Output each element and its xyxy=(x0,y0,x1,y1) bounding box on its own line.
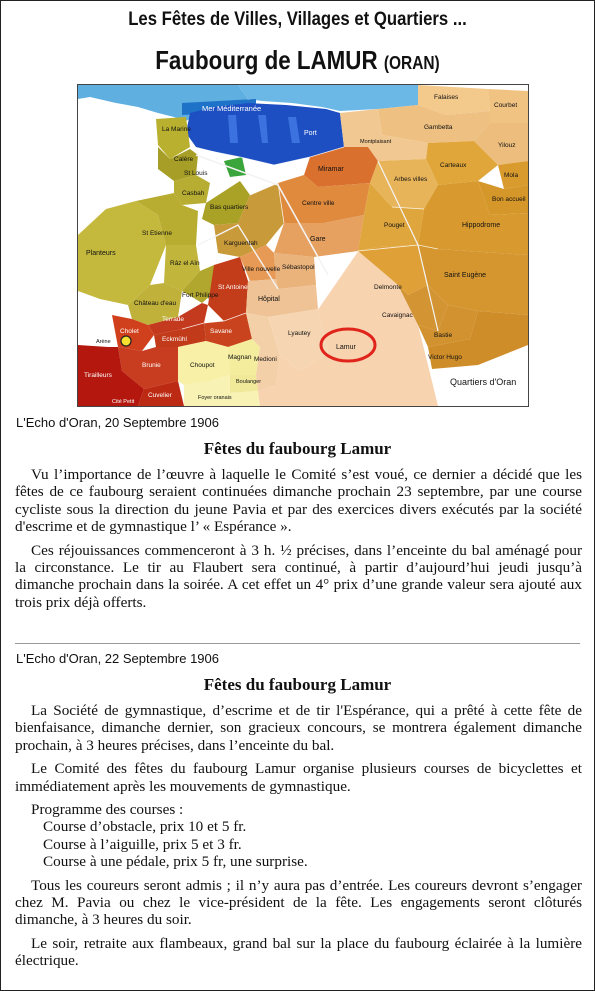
label-fort-philippe: Fort Philippe xyxy=(182,292,219,299)
label-tirailleurs: Tirailleurs xyxy=(84,372,112,379)
article1-paragraph-2: Ces réjouissances commenceront à 3 h. ½ précises, dans l’enceinte du bal aménagé pour la circonstance. Le tir au Flaubert sera continué, à partir d’aujourd’hui jeudi jusqu’à dimanche prochain dans la soirée. A cet effet un 4° prix d’une grande valeur sera ajouté aux trois prix déjà offerts. xyxy=(15,541,582,611)
label-chateau-deau: Château d'eau xyxy=(134,300,177,307)
label-gambetta: Gambetta xyxy=(424,124,453,131)
label-sebastopol: Sébastopol xyxy=(282,264,315,271)
article2-source: L'Echo d'Oran, 22 Septembre 1906 xyxy=(16,651,219,666)
label-mer: Mer Méditerranée xyxy=(202,104,262,113)
article1-title: Fêtes du faubourg Lamur xyxy=(203,439,392,458)
sebastopol-district xyxy=(274,253,316,289)
race-program xyxy=(15,801,582,871)
article1-body xyxy=(15,466,582,617)
label-ville-nouvelle: Ville nouvelle xyxy=(242,266,281,273)
label-hippodrome: Hippodrome xyxy=(462,222,501,229)
map-graphic xyxy=(78,85,528,406)
oran-districts-map xyxy=(77,84,529,407)
label-medioni: Medioni xyxy=(254,356,277,363)
label-raz-el-ain: Râz el Aïn xyxy=(170,260,200,267)
program-title: Programme des courses : xyxy=(31,801,184,819)
label-cholet: Cholet xyxy=(120,328,139,335)
label-magnan: Magnan xyxy=(228,354,252,361)
label-bon-accueil: Bon accueil xyxy=(492,196,526,203)
label-cuvelier: Cuvelier xyxy=(148,392,172,399)
label-bas-quartiers: Bas quartiers xyxy=(210,204,249,211)
label-brunie: Brunie xyxy=(142,362,161,369)
label-casbah: Casbah xyxy=(182,190,205,197)
label-arbes-villes: Arbes villes xyxy=(394,176,428,183)
article2-paragraph-1: La Société de gymnastique, d’escrime et de tir l'Espérance, qui a prêté à cette fête de bienfaisance, dimanche dernier, son gracieux concours, se montrera également dimanche prochain, à 3 heures précises, dans l’enceinte du bal. xyxy=(15,702,582,754)
label-planteurs: Planteurs xyxy=(86,250,116,257)
label-choupot: Choupot xyxy=(190,362,215,369)
label-cite-petit: Cité Petit xyxy=(112,399,135,405)
label-gare: Gare xyxy=(310,236,326,243)
label-bastie: Bastie xyxy=(434,332,453,339)
label-calere: Calère xyxy=(174,156,194,163)
label-karguentah: Karguentah xyxy=(224,240,258,247)
map-caption: Quartiers d'Oran xyxy=(450,377,517,387)
label-foyer-oranais: Foyer oranais xyxy=(198,395,232,401)
article2-paragraph-4: Le soir, retraite aux flambeaux, grand bal sur la place du faubourg éclairée à la lumière électrique. xyxy=(15,934,582,970)
label-boulanger: Boulanger xyxy=(236,379,262,385)
article2-paragraph-3: Tous les coureurs seront admis ; il n’y aura pas d’entrée. Les coureurs devront s’engager chez M. Pavia ou chez le vice-président de la fête. Les engagements seront clôturés dimanche, à 3 heures du soir. xyxy=(15,876,582,929)
label-arene: Arène xyxy=(96,339,111,345)
label-pouget: Pouget xyxy=(384,222,405,229)
label-st-antoine: St Antoine xyxy=(218,284,248,291)
label-savane: Savane xyxy=(210,328,233,335)
program-item: Course d’obstacle, prix 10 et 5 fr. xyxy=(43,818,247,836)
label-mola: Mola xyxy=(504,172,519,179)
label-lyautey: Lyautey xyxy=(288,330,311,337)
label-falaises: Falaises xyxy=(434,94,459,101)
label-hopital: Hôpital xyxy=(258,296,280,303)
label-saint-eugene: Saint Eugène xyxy=(444,272,487,279)
label-courbet: Courbet xyxy=(494,102,518,109)
section-divider xyxy=(15,643,580,644)
label-delmonte: Delmonte xyxy=(374,284,402,291)
label-lamur: Lamur xyxy=(336,344,356,351)
label-carteaux: Carteaux xyxy=(440,162,467,169)
label-miramar: Miramar xyxy=(318,166,344,173)
label-cavaignac: Cavaignac xyxy=(382,312,413,319)
label-montplaisant: Montplaisant xyxy=(360,139,392,145)
label-la-marine: La Marine xyxy=(162,126,191,133)
title-sub: (ORAN) xyxy=(383,53,440,73)
article2-title: Fêtes du faubourg Lamur xyxy=(203,675,392,694)
label-terrade: Terrade xyxy=(162,316,185,323)
label-yilouz: Yilouz xyxy=(498,142,516,149)
program-item: Course à une pédale, prix 5 fr, une surprise. xyxy=(43,853,308,871)
label-st-etienne: St Etienne xyxy=(142,230,172,237)
arene-marker xyxy=(121,336,131,346)
page-title xyxy=(43,45,553,76)
program-item: Course à l’aiguille, prix 5 et 3 fr. xyxy=(43,835,242,853)
article1-paragraph-1: Vu l’importance de l’œuvre à laquelle le Comité s’est voué, ce dernier a décidé que les fêtes de ce faubourg seraient continuées dimanche prochain 23 septembre, par une course cycliste sous la direction du jeune Pavia et par des exercices divers exécutés par la société d'escrime et de gymnastique l’ « Espérance ». xyxy=(15,466,582,536)
label-eckmuhl: Eckmühl xyxy=(162,336,187,343)
label-victor-hugo: Victor Hugo xyxy=(428,354,462,361)
article1-source: L'Echo d'Oran, 20 Septembre 1906 xyxy=(16,415,219,430)
article2-body xyxy=(15,702,582,976)
label-centre-ville: Centre ville xyxy=(302,200,335,207)
article2-paragraph-2: Le Comité des fêtes du faubourg Lamur organise plusieurs courses de bicyclettes et immédiatement après les mouvements de gymnastique. xyxy=(15,760,582,795)
label-port: Port xyxy=(304,130,317,137)
label-st-louis: St Louis xyxy=(184,170,208,177)
title-main: Faubourg de LAMUR xyxy=(155,45,378,75)
series-title: Les Fêtes de Villes, Villages et Quartiers ... xyxy=(128,9,467,30)
